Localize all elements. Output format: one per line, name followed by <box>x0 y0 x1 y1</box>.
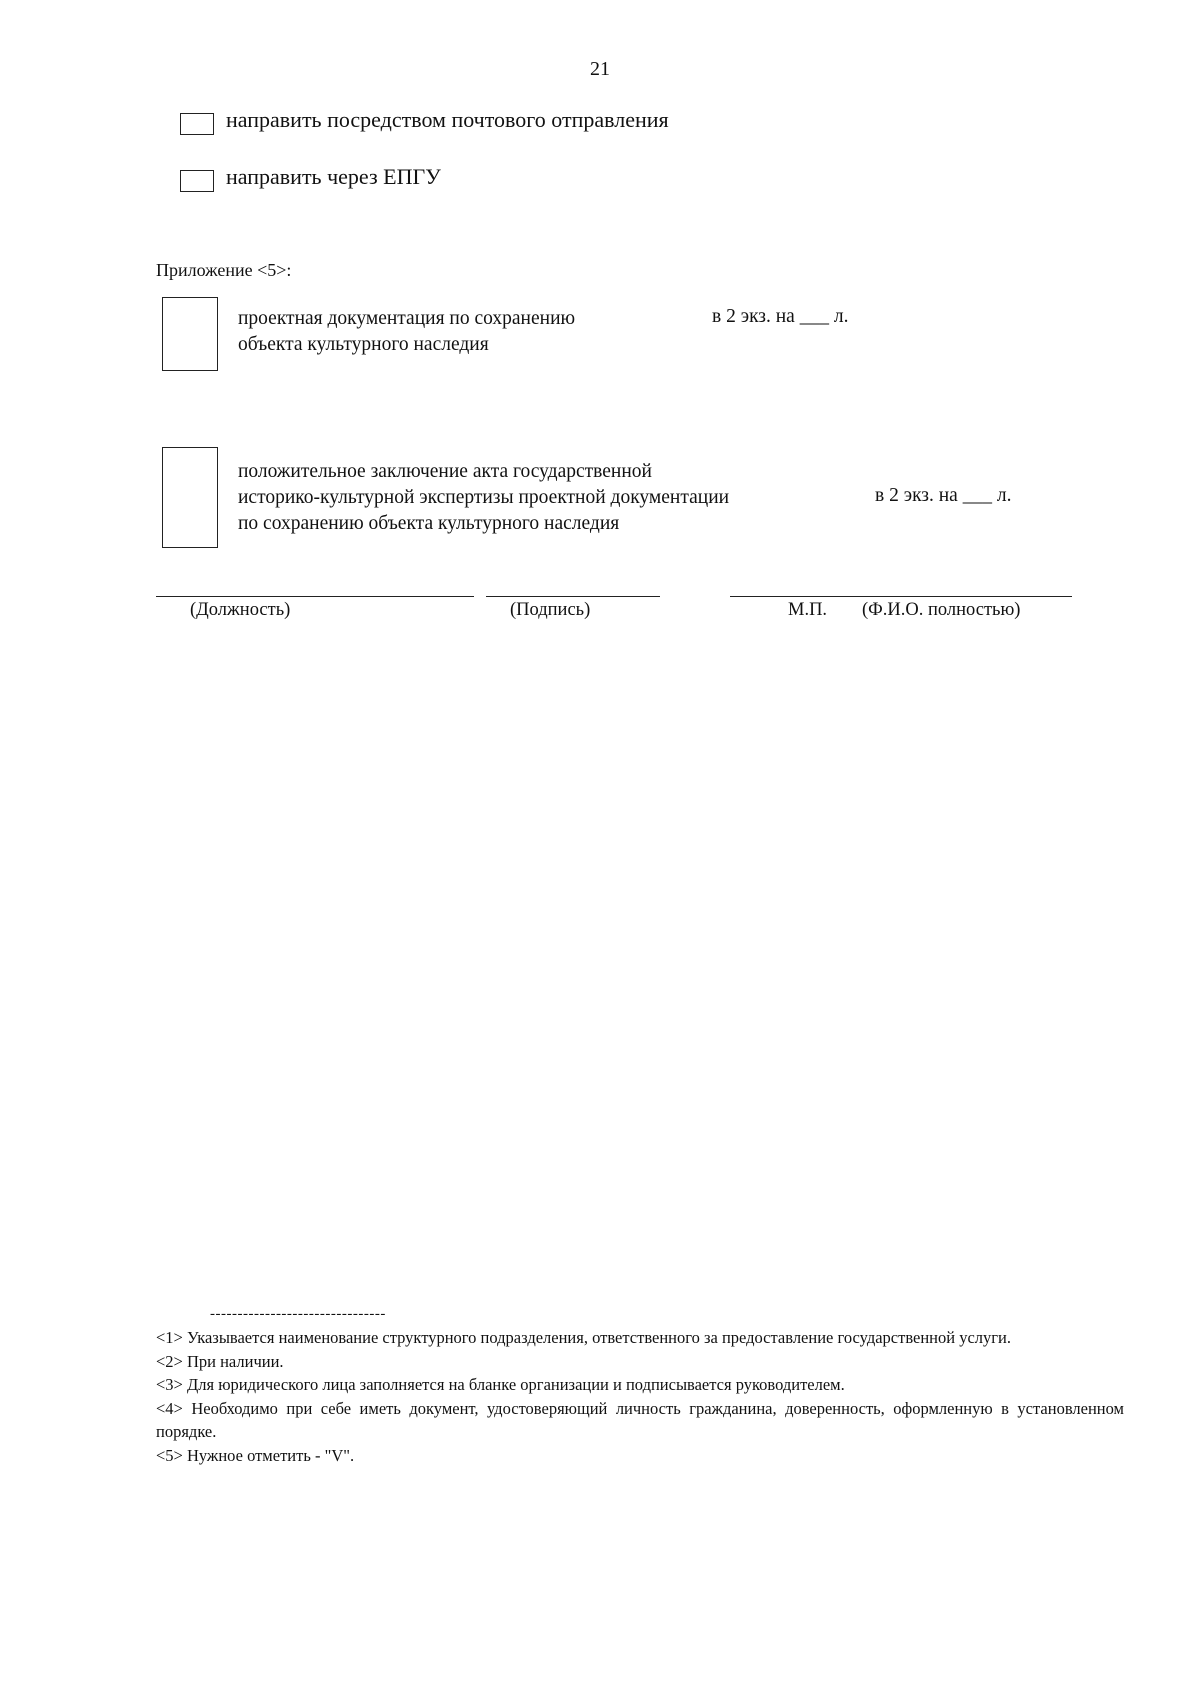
project-docs-description <box>238 306 575 358</box>
footnote-2: <2> При наличии. <box>156 1351 284 1371</box>
epgu-delivery-checkbox[interactable] <box>180 170 214 192</box>
footnote-3: <3> Для юридического лица заполняется на бланке организации и подписывается руководителем. <box>156 1375 845 1394</box>
expertise-checkbox[interactable] <box>162 447 218 548</box>
post-delivery-label: направить посредством почтового отправления <box>226 107 669 132</box>
expertise-description <box>238 459 729 537</box>
name-line <box>730 596 1072 597</box>
expertise-line-3: по сохранению объекта культурного наследия <box>238 513 620 534</box>
stamp-caption: М.П. <box>788 600 828 620</box>
name-caption: (Ф.И.О. полностью) <box>862 600 1021 620</box>
project-docs-checkbox[interactable] <box>162 297 218 371</box>
project-docs-line-1: проектная документация по сохранению <box>238 308 576 329</box>
page-number: 21 <box>590 58 610 80</box>
attachments-heading: Приложение <5>: <box>156 260 292 280</box>
footnote-5: <5> Нужное отметить - "V". <box>156 1445 355 1465</box>
footnotes <box>156 1326 1124 1467</box>
expertise-line-1: положительное заключение акта государственной <box>238 461 652 482</box>
project-docs-copies: в 2 экз. на ___ л. <box>712 306 849 327</box>
footnote-separator: -------------------------------- <box>210 1306 386 1322</box>
signature-line <box>486 596 660 597</box>
epgu-delivery-label: направить через ЕПГУ <box>226 164 441 189</box>
footnote-4: <4> Необходимо при себе иметь документ, удостоверяющий личность гражданина, доверенность, оформленную в установленном порядке. <box>156 1398 1124 1441</box>
position-line <box>156 596 474 597</box>
expertise-copies: в 2 экз. на ___ л. <box>875 485 1012 506</box>
footnote-1: <1> Указывается наименование структурного подразделения, ответственного за предоставление государственной услуги. <box>156 1328 1011 1347</box>
signature-caption: (Подпись) <box>510 600 591 620</box>
post-delivery-checkbox[interactable] <box>180 113 214 135</box>
position-caption: (Должность) <box>190 600 291 620</box>
project-docs-line-2: объекта культурного наследия <box>238 334 489 355</box>
expertise-line-2: историко-культурной экспертизы проектной документации <box>238 487 730 508</box>
